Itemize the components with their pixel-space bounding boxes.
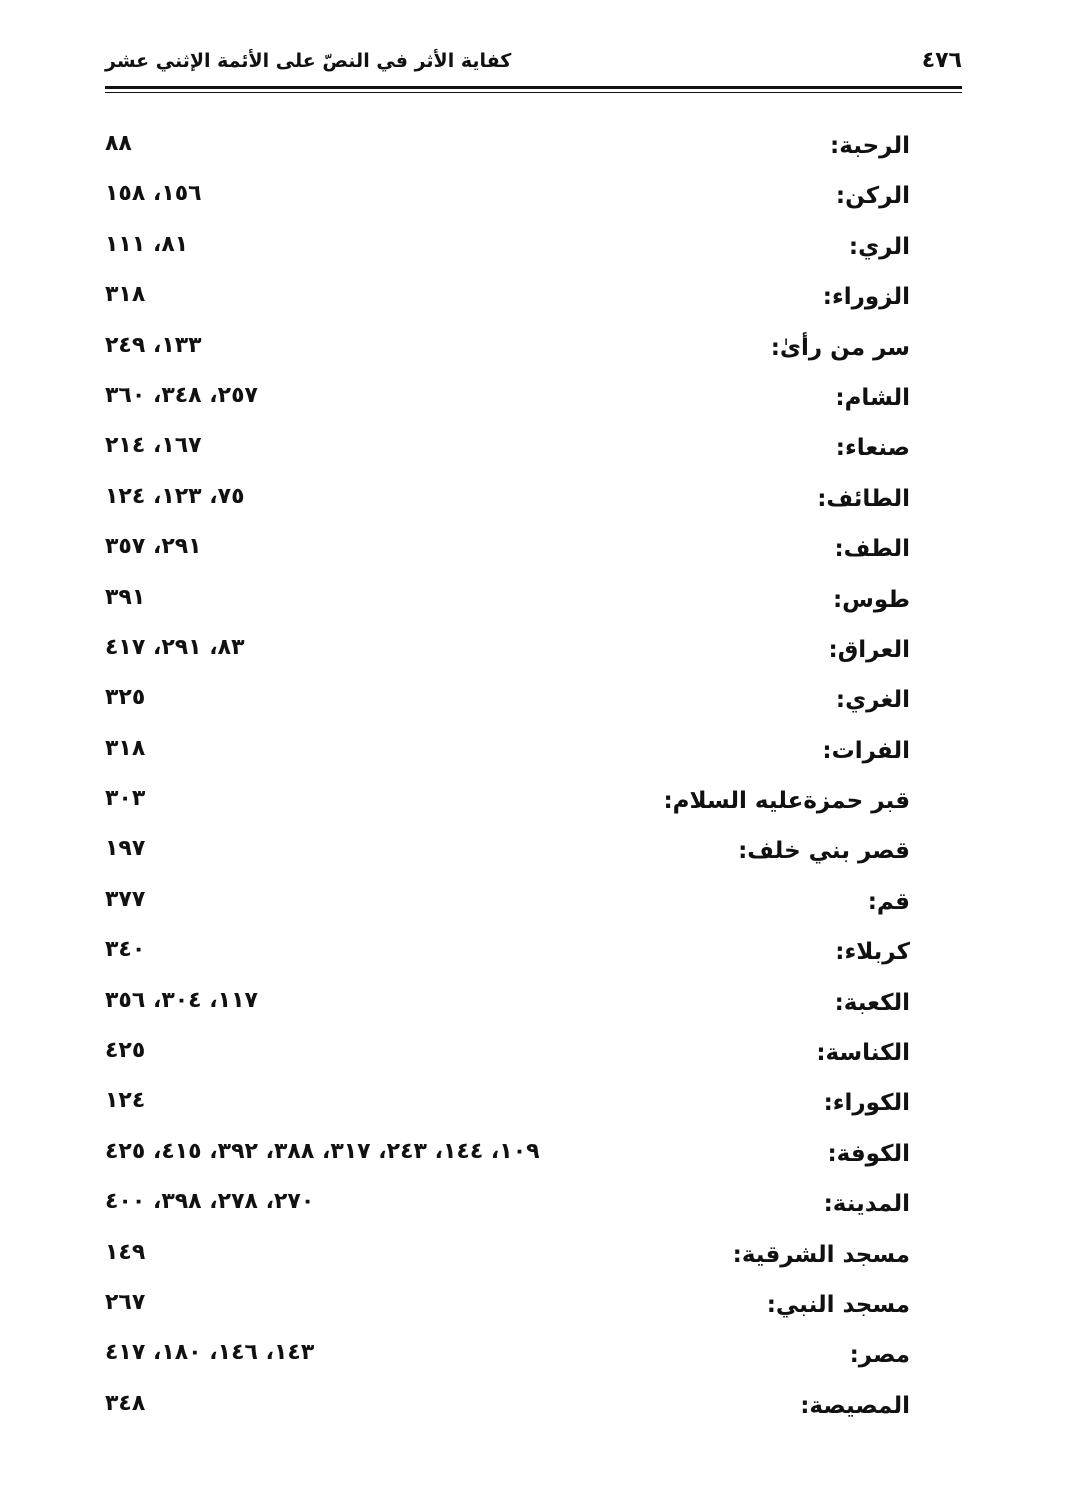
- header-rule-thin: [105, 92, 962, 93]
- place-name: قبر حمزةعليه السلام:: [663, 788, 910, 815]
- index-entry: [105, 1334, 910, 1384]
- index-entry: [105, 730, 910, 780]
- page-references: ٨١، ١١١: [105, 231, 189, 257]
- index-entry: [105, 931, 910, 981]
- page-references: ٣٠٣: [105, 786, 146, 812]
- index-entry: [105, 1032, 910, 1082]
- page-header: [105, 40, 962, 90]
- page-references: ١٤٣، ١٤٦، ١٨٠، ٤١٧: [105, 1340, 315, 1366]
- place-name: الطف:: [834, 536, 910, 563]
- index-entry: [105, 226, 910, 276]
- place-name: مسجد النبي:: [766, 1291, 910, 1318]
- page-references: ٣٤٨: [105, 1390, 146, 1416]
- index-entry: [105, 478, 910, 528]
- place-name: الرحبة:: [830, 133, 910, 159]
- place-name: كربلاء:: [835, 939, 910, 966]
- page-references: ٨٣، ٢٩١، ٤١٧: [105, 634, 245, 660]
- place-name: الري:: [848, 233, 910, 260]
- page-references: ٣٧٧: [105, 886, 146, 912]
- place-name: المدينة:: [823, 1191, 910, 1218]
- index-entry: [105, 327, 910, 377]
- place-name: سر من رأىٰ:: [770, 334, 910, 361]
- page-references: ٧٥، ١٢٣، ١٢٤: [105, 483, 245, 509]
- page-references: ١٩٧: [105, 836, 146, 862]
- place-name: الكناسة:: [816, 1040, 910, 1067]
- place-index-list: [105, 125, 910, 1435]
- place-name: الفرات:: [822, 737, 910, 764]
- page-number: ٤٧٦: [921, 48, 962, 73]
- index-entry: [105, 780, 910, 830]
- place-name: الغري:: [835, 687, 910, 714]
- page-references: ١٤٩: [105, 1239, 146, 1265]
- page-references: ١٦٧، ٢١٤: [105, 433, 202, 459]
- page-references: ١٣٣، ٢٤٩: [105, 332, 202, 358]
- index-entry: [105, 1234, 910, 1284]
- page-references: ٣٩١: [105, 584, 146, 610]
- page-references: ١٥٦، ١٥٨: [105, 181, 202, 207]
- page-references: ٤٢٥: [105, 1038, 146, 1064]
- index-entry: [105, 125, 910, 175]
- index-entry: [105, 528, 910, 578]
- index-entry: [105, 1133, 910, 1183]
- header-rule-thick: [105, 86, 962, 89]
- place-name: الركن:: [835, 183, 910, 210]
- page-references: ٢٥٧، ٣٤٨، ٣٦٠: [105, 382, 258, 408]
- place-name: المصيصة:: [800, 1392, 910, 1419]
- place-name: العراق:: [828, 636, 910, 663]
- place-name: مصر:: [849, 1342, 910, 1369]
- place-name: صنعاء:: [835, 435, 910, 462]
- index-entry: [105, 1284, 910, 1334]
- index-entry: [105, 830, 910, 880]
- page-references: ٨٨: [105, 131, 132, 156]
- index-entry: [105, 1385, 910, 1435]
- place-name: الزوراء:: [822, 284, 910, 311]
- index-entry: [105, 579, 910, 629]
- index-entry: [105, 881, 910, 931]
- index-entry: [105, 377, 910, 427]
- place-name: قم:: [867, 888, 910, 915]
- index-entry: [105, 679, 910, 729]
- index-entry: [105, 629, 910, 679]
- index-entry: [105, 982, 910, 1032]
- page-references: ٢٩١، ٣٥٧: [105, 534, 202, 560]
- place-name: الكوراء:: [823, 1090, 910, 1117]
- page-references: ١٠٩، ١٤٤، ٢٤٣، ٣١٧، ٣٨٨، ٣٩٢، ٤١٥، ٤٢٥: [105, 1138, 540, 1164]
- page-references: ٣١٨: [105, 282, 146, 308]
- place-name: قصر بني خلف:: [738, 838, 910, 865]
- index-entry: [105, 276, 910, 326]
- place-name: الشام:: [835, 384, 910, 411]
- place-name: الكوفة:: [827, 1140, 910, 1167]
- index-entry: [105, 427, 910, 477]
- page-references: ١١٧، ٣٠٤، ٣٥٦: [105, 987, 258, 1013]
- index-entry: [105, 1082, 910, 1132]
- page-references: ٢٧٠، ٢٧٨، ٣٩٨، ٤٠٠: [105, 1189, 315, 1215]
- page-references: ٣١٨: [105, 735, 146, 761]
- place-name: مسجد الشرقية:: [732, 1241, 910, 1268]
- page-references: ٣٢٥: [105, 685, 146, 711]
- place-name: طوس:: [832, 586, 910, 613]
- place-name: الكعبة:: [834, 989, 910, 1016]
- page-references: ٣٤٠: [105, 937, 146, 963]
- page-references: ٢٦٧: [105, 1289, 146, 1315]
- page-references: ١٢٤: [105, 1088, 146, 1114]
- place-name: الطائف:: [817, 485, 910, 512]
- index-entry: [105, 175, 910, 225]
- book-title: كفاية الأثر في النصّ على الأئمة الإثني عشر: [105, 50, 512, 72]
- index-entry: [105, 1183, 910, 1233]
